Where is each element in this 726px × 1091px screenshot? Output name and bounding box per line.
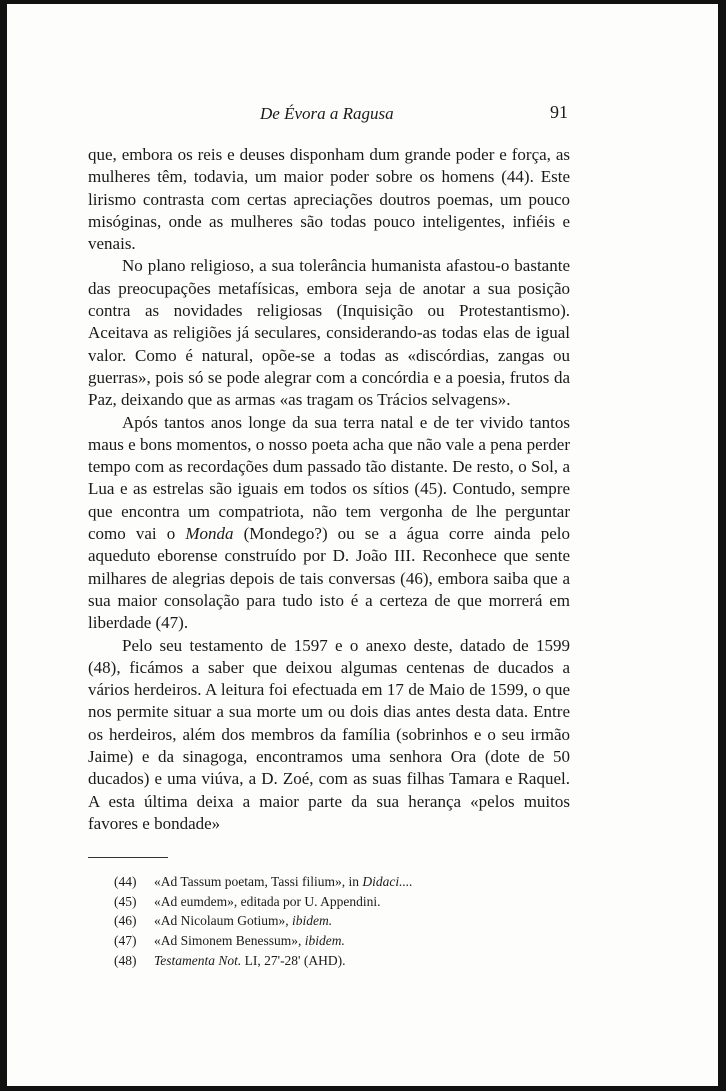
footnote-italic: ibidem. — [304, 932, 345, 948]
footnote-text — [154, 892, 380, 912]
book-page — [88, 100, 570, 970]
footnote — [88, 951, 570, 971]
footnote-number: (45) — [114, 893, 137, 909]
paragraph-text: (Mondego?) ou se a água corre ainda pelo aqueduto eborense construído por D. João III. Reconhece que sente milhares de alegrias depois de tais conversas (46), embora saiba que a sua maior consolação para tudo isto é a certeza de que morrerá em liberdade (47). — [88, 524, 570, 633]
footnotes — [88, 872, 570, 970]
footnote — [88, 872, 570, 892]
footnote-number: (47) — [114, 932, 137, 948]
footnote-divider — [88, 857, 168, 858]
footnote-italic: ibidem. — [292, 913, 333, 929]
footnote-roman: «Ad eumdem», editada por U. Appendini. — [154, 893, 381, 909]
paragraph: que, embora os reis e deuses disponham dum grande poder e força, as mulheres têm, todavia, um maior poder sobre os homens (44). Este lirismo contrasta com certas apreciações doutros poemas, um pouco misóginas, onde as mulheres são todas pouco inteligentes, infiéis e venais. — [88, 145, 570, 254]
footnote — [88, 892, 570, 912]
footnote-text — [154, 911, 332, 931]
footnote-roman: «Ad Simonem Benessum», — [154, 932, 305, 948]
page-number: 91 — [550, 102, 568, 122]
footnote — [88, 931, 570, 951]
footnote-roman: «Ad Nicolaum Gotium», — [154, 913, 292, 929]
running-head — [88, 100, 570, 128]
footnote-text — [154, 872, 413, 892]
footnote-number: (46) — [114, 913, 137, 929]
running-title: De Évora a Ragusa — [260, 104, 394, 123]
footnote-number: (44) — [114, 874, 137, 890]
paragraph-italic: Monda — [185, 524, 234, 544]
footnote-roman: «Ad Tassum poetam, Tassi filium», in — [154, 874, 363, 890]
footnote-text — [154, 931, 345, 951]
footnote-number: (48) — [114, 952, 137, 968]
footnote-roman: LI, 27'-28' (AHD). — [241, 952, 346, 968]
body-text — [88, 144, 570, 835]
footnote — [88, 911, 570, 931]
footnote-text — [154, 951, 345, 971]
footnote-italic: Testamenta Not. — [154, 952, 242, 968]
paragraph: No plano religioso, a sua tolerância humanista afastou-o bastante das preocupações metafísicas, embora seja de anotar a sua posição contra as novidades religiosas (Inquisição ou Protestantismo). Aceitava as religiões já seculares, considerando-as todas elas de igual valor. Como é natural, opõe-se a todas as «discórdias, zangas ou guerras», pois só se pode alegrar com a concórdia e a poesia, frutos da Paz, deixando que as armas «as tragam os Trácios selvagens». — [88, 256, 570, 410]
paragraph: Pelo seu testamento de 1597 e o anexo deste, datado de 1599 (48), ficámos a saber que deixou algumas centenas de ducados a vários herdeiros. A leitura foi efectuada em 17 de Maio de 1599, o que nos permite situar a sua morte um ou dois dias antes desta data. Entre os herdeiros, além dos membros da família (sobrinhos e o seu irmão Jaime) e da sinagoga, encontramos uma senhora Ora (dote de 50 ducados) e uma viúva, a D. Zoé, com as suas filhas Tamara e Raquel. A esta última deixa a maior parte da sua herança «pelos muitos favores e bondade» — [88, 635, 570, 833]
paragraph — [88, 412, 570, 635]
paragraph-text: Após tantos anos longe da sua terra natal e de ter vivido tantos maus e bons momentos, o nosso poeta acha que não vale a pena perder tempo com as recordações dum passado tão distante. De resto, o Sol, a Lua e as estrelas são iguais em todos os sítios (45). Contudo, sempre que encontra um compatriota, não tem vergonha de lhe perguntar como vai o — [88, 412, 570, 544]
footnote-italic: Didaci.... — [362, 874, 413, 890]
